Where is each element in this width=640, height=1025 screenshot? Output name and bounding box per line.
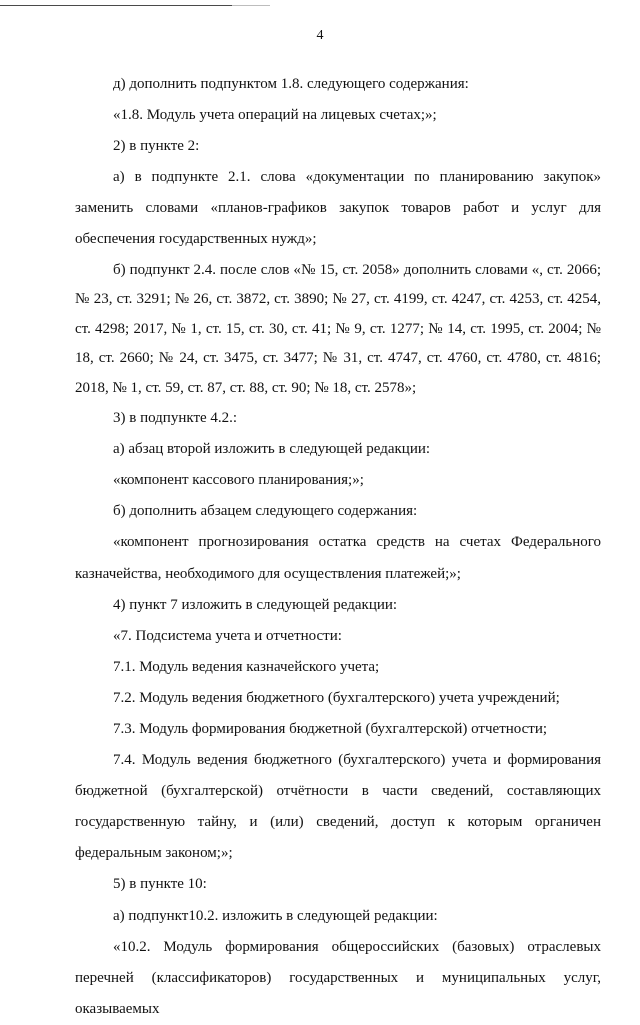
paragraph: 7.4. Модуль ведения бюджетного (бухгалтерского) учета и формирования бюджетной (бухгалтерской) отчётности в части сведений, составляющих государственную тайну, и (или) сведений, доступ к которым органичен федеральным законом;»; (75, 752, 601, 862)
paragraph: 7.1. Модуль ведения казначейского учета; (113, 658, 380, 675)
page-number: 4 (316, 28, 324, 43)
paragraph: «7. Подсистема учета и отчетности: (113, 627, 342, 644)
paragraph: 3) в подпункте 4.2.: (113, 410, 238, 427)
paragraph: 5) в пункте 10: (113, 876, 207, 893)
paragraph: б) подпункт 2.4. после слов «№ 15, ст. 2058» дополнить словами «, ст. 2066; № 23, ст. 3291; № 26, ст. 3872, ст. 3890; № 27, ст. 4199, ст. 4247, ст. 4253, ст. 4254, ст. 4298; 2017, № 1, ст. 15, ст. 30, ст. 41; № 9, ст. 1277; № 14, ст. 1995, ст. 2004; № 18, ст. 2660; № 24, ст. 3475, ст. 3477; № 31, ст. 4747, ст. 4760, ст. 4780, ст. 4816; 2018, № 1, ст. 59, ст. 87, ст. 88, ст. 90; № 18, ст. 2578»; (75, 261, 601, 396)
paragraph: а) в подпункте 2.1. слова «документации по планированию закупок» заменить словами «планов-графиков закупок товаров работ и услуг для обеспечения государственных нужд»; (75, 169, 601, 248)
paragraph: д) дополнить подпунктом 1.8. следующего содержания: (113, 76, 469, 92)
paragraph: 7.2. Модуль ведения бюджетного (бухгалтерского) учета учреждений; (113, 689, 560, 706)
top-rule (0, 5, 232, 6)
paragraph: а) подпункт10.2. изложить в следующей редакции: (113, 907, 438, 924)
paragraph: «10.2. Модуль формирования общероссийских (базовых) отраслевых перечней (классификаторов) государственных и муниципальных услуг, оказываемых (75, 938, 601, 1017)
paragraph: «компонент кассового планирования;»; (113, 472, 364, 489)
paragraph: «компонент прогнозирования остатка средств на счетах Федерального казначейства, необходимого для осуществления платежей;»; (75, 534, 601, 582)
paragraph: «1.8. Модуль учета операций на лицевых счетах;»; (113, 107, 437, 124)
paragraph: 4) пункт 7 изложить в следующей редакции: (113, 596, 398, 613)
document-body (75, 69, 601, 1025)
paragraph: 2) в пункте 2: (113, 138, 200, 155)
paragraph: а) абзац второй изложить в следующей редакции: (113, 441, 431, 458)
top-rule-faint (232, 5, 270, 6)
paragraph: б) дополнить абзацем следующего содержания: (113, 503, 418, 520)
paragraph: 7.3. Модуль формирования бюджетной (бухгалтерской) отчетности; (113, 721, 548, 737)
